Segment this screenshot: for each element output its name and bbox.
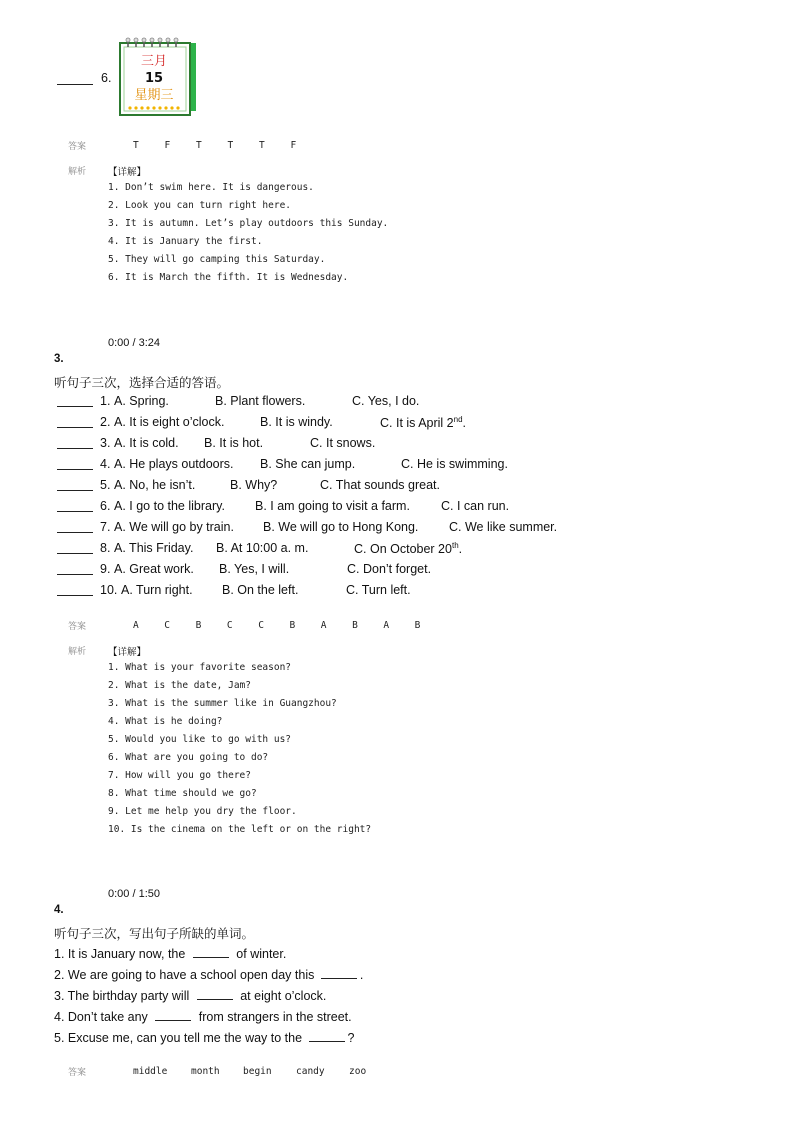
answer-blank[interactable] bbox=[57, 415, 93, 428]
explain-label: 解析 bbox=[68, 167, 87, 177]
section-number: 4. bbox=[54, 904, 64, 916]
option-text: C. That sounds great. bbox=[320, 478, 440, 492]
explain-line: 3. What is the summer like in Guangzhou? bbox=[108, 698, 337, 709]
question-number: 10. bbox=[100, 583, 118, 597]
option-text: B. It is windy. bbox=[260, 415, 333, 429]
question-number: 5. bbox=[100, 478, 111, 492]
option-text: C. Yes, I do. bbox=[352, 394, 420, 408]
option-text: C. I can run. bbox=[441, 499, 510, 513]
explain-line: 2. Look you can turn right here. bbox=[108, 200, 292, 211]
option-a[interactable] bbox=[114, 541, 193, 555]
answer-item: T bbox=[259, 140, 265, 151]
explain-line: 8. What time should we go? bbox=[108, 788, 257, 799]
question-item bbox=[0, 436, 794, 454]
option-c[interactable] bbox=[320, 478, 440, 492]
option-text: A. It is cold. bbox=[114, 436, 179, 450]
fill-sentence bbox=[54, 945, 286, 961]
question-item bbox=[0, 583, 794, 601]
option-text: B. At 10:00 a. m. bbox=[216, 541, 309, 555]
sentence-text: ? bbox=[347, 1031, 355, 1045]
explain-line: 7. How will you go there? bbox=[108, 770, 251, 781]
explain-title: 【详解】 bbox=[108, 647, 147, 658]
option-text: B. She can jump. bbox=[260, 457, 356, 471]
option-b[interactable] bbox=[222, 583, 298, 597]
sentence-text: at eight o’clock. bbox=[240, 989, 327, 1003]
answer-item: candy bbox=[296, 1066, 325, 1077]
question-item bbox=[0, 457, 794, 475]
explain-line: 9. Let me help you dry the floor. bbox=[108, 806, 297, 817]
option-text: A. It is eight o’clock. bbox=[114, 415, 225, 429]
explain-line: 1. Don’t swim here. It is dangerous. bbox=[108, 182, 314, 193]
fill-sentence bbox=[54, 1008, 352, 1024]
option-b[interactable] bbox=[260, 415, 333, 429]
answer-blank[interactable] bbox=[57, 394, 93, 407]
answer-label: 答案 bbox=[68, 622, 87, 632]
explain-line: 6. What are you going to do? bbox=[108, 752, 269, 763]
question-number: 6. bbox=[101, 71, 112, 85]
answer-item: begin bbox=[243, 1066, 272, 1077]
explain-title: 【详解】 bbox=[108, 167, 147, 178]
sentence-text: from strangers in the street. bbox=[198, 1010, 352, 1024]
option-b[interactable] bbox=[230, 478, 277, 492]
option-text: C. We like summer. bbox=[449, 520, 558, 534]
question-number: 9. bbox=[100, 562, 111, 576]
question-number: 2. bbox=[100, 415, 111, 429]
answer-blank[interactable] bbox=[57, 499, 93, 512]
answer-blank[interactable] bbox=[57, 520, 93, 533]
answer-item: C bbox=[226, 620, 233, 631]
answer-item: F bbox=[164, 140, 171, 151]
calendar-image bbox=[114, 37, 198, 121]
question-item bbox=[0, 478, 794, 496]
option-text: A. Spring. bbox=[114, 394, 169, 408]
explain-label: 解析 bbox=[68, 647, 87, 657]
answer-item: zoo bbox=[349, 1066, 367, 1077]
sentence-text: 2. We are going to have a school open day this bbox=[54, 968, 315, 982]
explain-line: 10. Is the cinema on the left or on the right? bbox=[108, 824, 372, 835]
question-number: 1. bbox=[100, 394, 111, 408]
option-text: A. No, he isn’t. bbox=[114, 478, 196, 492]
answer-row bbox=[133, 140, 322, 151]
option-a[interactable] bbox=[114, 394, 169, 408]
option-text: B. Why? bbox=[230, 478, 278, 492]
option-text: A. I go to the library. bbox=[114, 499, 225, 513]
option-text: C. Turn left. bbox=[346, 583, 411, 597]
answer-blank[interactable] bbox=[57, 478, 93, 491]
audio-player[interactable]: 0:00 / 3:24 bbox=[108, 337, 160, 349]
explain-line: 4. It is January the first. bbox=[108, 236, 263, 247]
option-a[interactable] bbox=[114, 415, 224, 429]
answer-blank[interactable] bbox=[309, 1029, 345, 1042]
superscript: nd bbox=[453, 415, 463, 424]
option-text: B. I am going to visit a farm. bbox=[255, 499, 410, 513]
calendar-month: 三月 bbox=[140, 54, 168, 69]
sentence-text: 4. Don’t take any bbox=[54, 1010, 148, 1024]
sentence-text: 5. Excuse me, can you tell me the way to the bbox=[54, 1031, 303, 1045]
option-a[interactable] bbox=[114, 436, 179, 450]
answer-item: B bbox=[289, 620, 296, 631]
sentence-text: . bbox=[359, 968, 364, 982]
answer-blank[interactable] bbox=[193, 945, 229, 958]
option-b[interactable] bbox=[260, 457, 355, 471]
option-a[interactable] bbox=[114, 478, 195, 492]
answer-item: T bbox=[133, 140, 139, 151]
option-c[interactable] bbox=[354, 541, 462, 556]
answer-blank[interactable] bbox=[57, 74, 93, 85]
answer-item: F bbox=[290, 140, 297, 151]
option-text: A. Great work. bbox=[114, 562, 194, 576]
option-text: B. Plant flowers. bbox=[215, 394, 306, 408]
answer-item: middle bbox=[133, 1066, 168, 1077]
explain-line: 1. What is your favorite season? bbox=[108, 662, 292, 673]
section-instruction: 听句子三次，写出句子所缺的单词。 bbox=[54, 927, 255, 941]
calendar-day: 15 bbox=[144, 71, 164, 86]
question-item bbox=[0, 562, 794, 580]
option-b[interactable] bbox=[219, 562, 289, 576]
option-text: A. We will go by train. bbox=[114, 520, 234, 534]
option-text: A. This Friday. bbox=[114, 541, 194, 555]
option-b[interactable] bbox=[204, 436, 263, 450]
fill-sentence bbox=[54, 966, 363, 982]
option-c[interactable] bbox=[346, 583, 411, 597]
question-number: 7. bbox=[100, 520, 111, 534]
section-instruction: 听句子三次，选择合适的答语。 bbox=[54, 376, 230, 390]
option-a[interactable] bbox=[114, 562, 194, 576]
audio-player[interactable]: 0:00 / 1:50 bbox=[108, 888, 160, 900]
option-text: C. On October 20 bbox=[354, 542, 452, 557]
question-number: 8. bbox=[100, 541, 111, 555]
answer-row bbox=[133, 1066, 379, 1077]
option-text: C. Don’t forget. bbox=[347, 562, 432, 576]
option-text: B. We will go to Hong Kong. bbox=[263, 520, 419, 534]
calendar-weekday: 星期三 bbox=[134, 88, 174, 103]
explain-line: 3. It is autumn. Let’s play outdoors this Sunday. bbox=[108, 218, 389, 229]
question-item bbox=[0, 415, 794, 433]
explain-line: 6. It is March the fifth. It is Wednesday. bbox=[108, 272, 349, 283]
answer-item: A bbox=[320, 620, 327, 631]
option-c[interactable] bbox=[347, 562, 431, 576]
option-b[interactable] bbox=[255, 499, 410, 513]
fill-sentence bbox=[54, 1029, 354, 1045]
answer-label: 答案 bbox=[68, 1068, 87, 1078]
answer-blank[interactable] bbox=[57, 457, 93, 470]
option-c[interactable] bbox=[310, 436, 375, 450]
answer-item: T bbox=[196, 140, 202, 151]
option-text-end: . bbox=[458, 542, 463, 557]
option-b[interactable] bbox=[215, 394, 305, 408]
option-a[interactable] bbox=[114, 520, 234, 534]
explain-line: 5. They will go camping this Saturday. bbox=[108, 254, 326, 265]
explain-line: 4. What is he doing? bbox=[108, 716, 223, 727]
explain-line: 2. What is the date, Jam? bbox=[108, 680, 251, 691]
sentence-text: 1. It is January now, the bbox=[54, 947, 186, 961]
answer-item: B bbox=[414, 620, 421, 631]
question-item bbox=[0, 499, 794, 517]
answer-blank[interactable] bbox=[57, 562, 93, 575]
answer-item: T bbox=[227, 140, 234, 151]
answer-item: C bbox=[164, 620, 171, 631]
question-number: 3. bbox=[100, 436, 111, 450]
question-item bbox=[0, 394, 794, 412]
answer-blank[interactable] bbox=[57, 436, 93, 449]
option-c[interactable] bbox=[449, 520, 557, 534]
answer-row bbox=[133, 620, 446, 631]
answer-blank[interactable] bbox=[57, 541, 93, 554]
option-c[interactable] bbox=[352, 394, 419, 408]
option-c[interactable] bbox=[441, 499, 509, 513]
option-text: B. Yes, I will. bbox=[219, 562, 290, 576]
option-text: B. On the left. bbox=[222, 583, 299, 597]
fill-sentence bbox=[54, 987, 326, 1003]
answer-item: C bbox=[258, 620, 264, 631]
section-number: 3. bbox=[54, 353, 64, 365]
answer-item: A bbox=[133, 620, 139, 631]
question-item bbox=[0, 520, 794, 538]
option-text: C. He is swimming. bbox=[401, 457, 508, 471]
answer-blank[interactable] bbox=[155, 1008, 191, 1021]
answer-blank[interactable] bbox=[321, 966, 357, 979]
answer-blank[interactable] bbox=[197, 987, 233, 1000]
question-item bbox=[0, 541, 794, 559]
sentence-text: 3. The birthday party will bbox=[54, 989, 190, 1003]
option-b[interactable] bbox=[263, 520, 418, 534]
option-c[interactable] bbox=[401, 457, 508, 471]
answer-item: B bbox=[352, 620, 358, 631]
option-text: C. It snows. bbox=[310, 436, 376, 450]
option-text-end: . bbox=[462, 416, 467, 431]
option-b[interactable] bbox=[216, 541, 308, 555]
option-a[interactable] bbox=[114, 457, 234, 471]
explain-line: 5. Would you like to go with us? bbox=[108, 734, 292, 745]
answer-item: month bbox=[191, 1066, 220, 1077]
option-a[interactable] bbox=[121, 583, 193, 597]
answer-label: 答案 bbox=[68, 142, 87, 152]
answer-item: B bbox=[195, 620, 202, 631]
option-c[interactable] bbox=[380, 415, 466, 430]
answer-item: A bbox=[383, 620, 390, 631]
superscript: th bbox=[451, 541, 459, 550]
question-number: 4. bbox=[100, 457, 111, 471]
option-text: C. It is April 2 bbox=[380, 416, 454, 431]
option-text: B. It is hot. bbox=[204, 436, 264, 450]
sentence-text: of winter. bbox=[236, 947, 287, 961]
option-text: A. He plays outdoors. bbox=[114, 457, 234, 471]
option-a[interactable] bbox=[114, 499, 225, 513]
question-number: 6. bbox=[100, 499, 111, 513]
answer-blank[interactable] bbox=[57, 583, 93, 596]
option-text: A. Turn right. bbox=[121, 583, 193, 597]
